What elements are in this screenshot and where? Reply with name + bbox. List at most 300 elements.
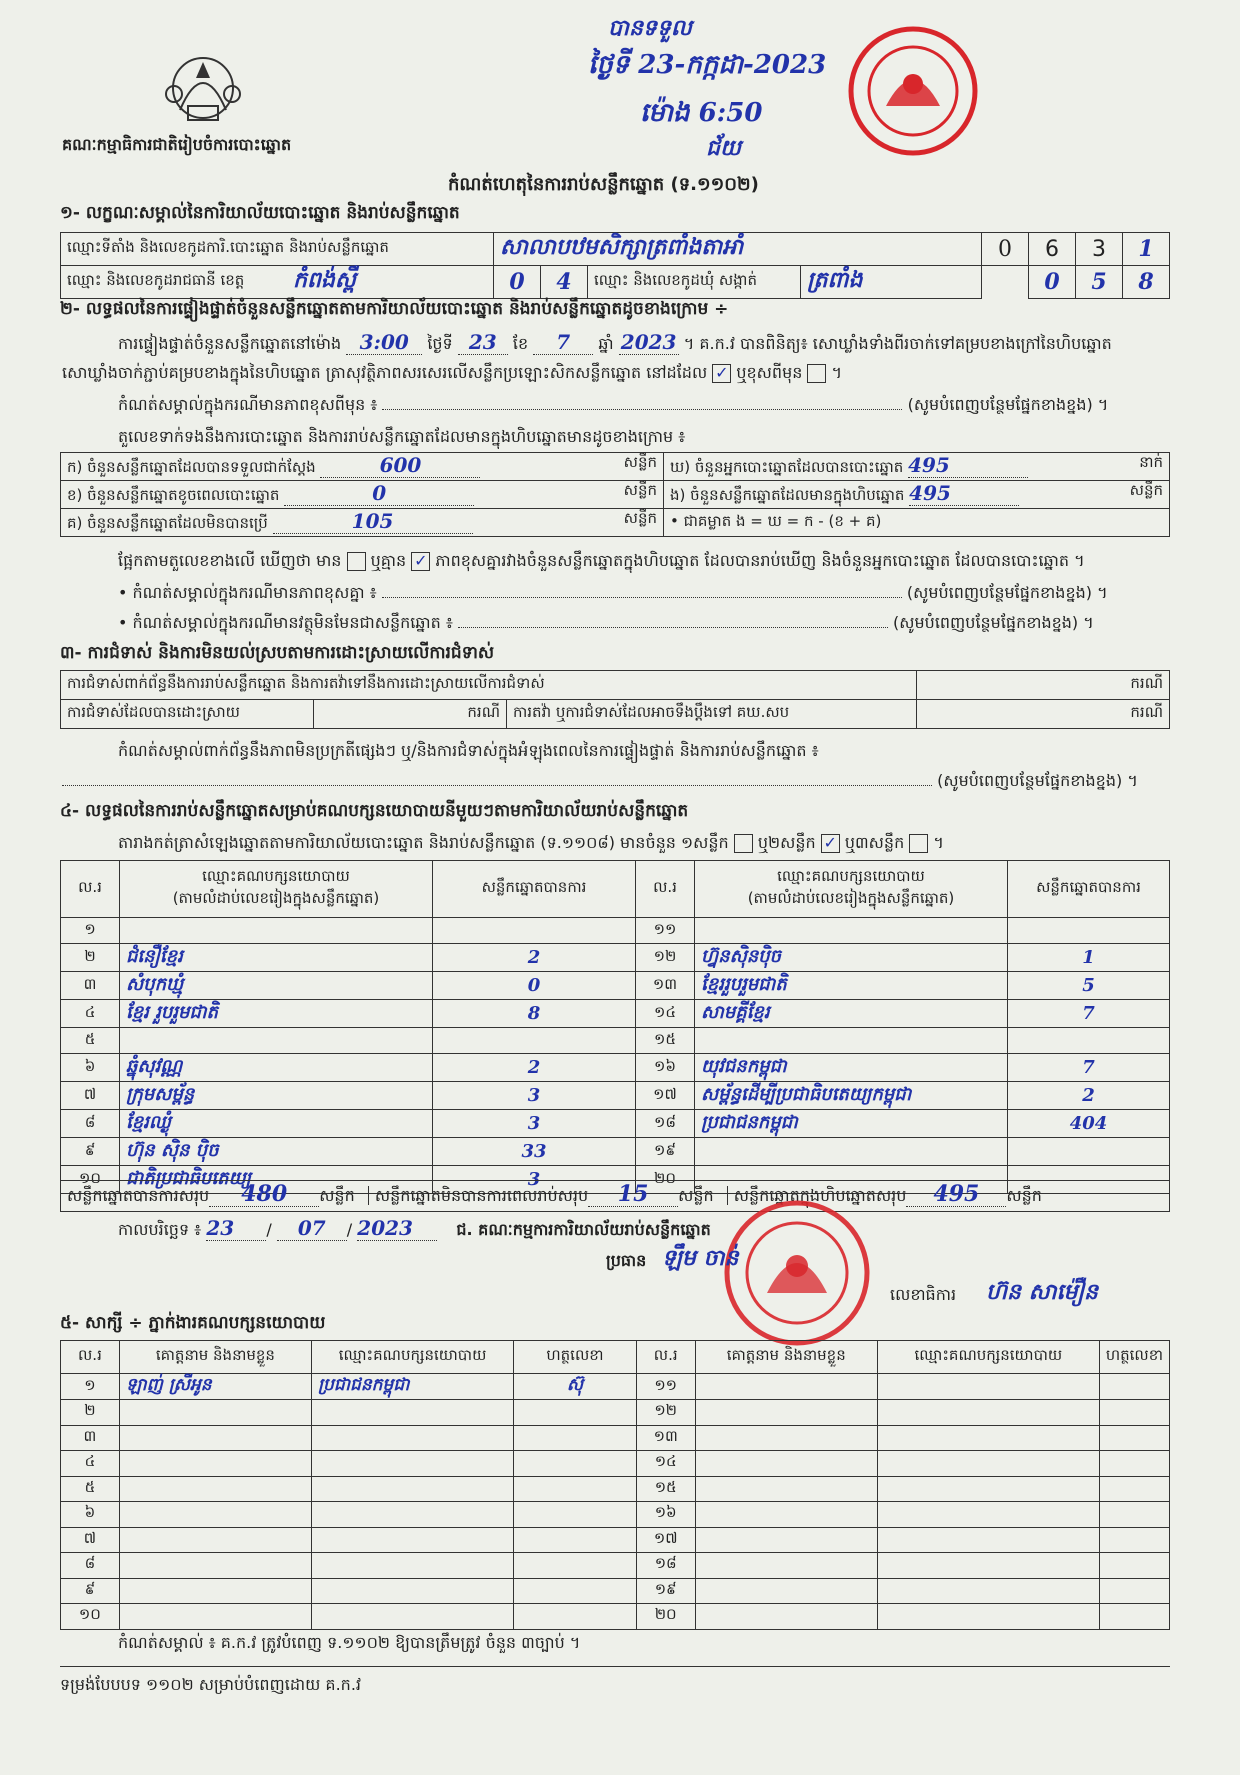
witness-party-2[interactable]	[877, 1604, 1099, 1630]
witness-name	[119, 1553, 311, 1579]
witness-name-2[interactable]	[695, 1451, 877, 1477]
secretary-signature: ហ៊ន សាម៉ឿន	[986, 1279, 1098, 1305]
witness-no-2: ១១	[636, 1374, 695, 1400]
witness-name-2[interactable]	[695, 1400, 877, 1426]
result-row	[61, 1054, 1170, 1082]
date-day: 23	[206, 1216, 266, 1241]
chair-label: ប្រធាន	[606, 1251, 647, 1270]
witness-sign-2[interactable]	[1099, 1502, 1169, 1528]
result-party-2: ខ្មែររួបរួមជាតិ	[695, 972, 1008, 1000]
witness-name: ឡាញ់ ស្រីអូន	[119, 1374, 311, 1400]
result-no-2: ១៥	[636, 1028, 695, 1054]
witness-party-2[interactable]	[877, 1553, 1099, 1579]
verify-line-1-rest: ។ គ.ក.វ បានពិនិត្យ៖ សោឃ្លាំងទាំងពីរចាក់ទៅគម្របខាងក្រៅនៃហិបឆ្នោត	[683, 334, 1112, 353]
province-value: កំពង់ស្ពឺ	[293, 267, 356, 293]
witness-no: ៥	[61, 1476, 120, 1502]
box-total-unit: សន្លឹក	[1006, 1186, 1042, 1205]
three-sheets-checkbox[interactable]	[909, 834, 928, 853]
result-no: ៤	[61, 1000, 120, 1028]
witness-party-2[interactable]	[877, 1374, 1099, 1400]
objection-row-2a: ការជំទាស់ដែលបានដោះស្រាយ	[61, 700, 314, 729]
witness-name-2[interactable]	[695, 1578, 877, 1604]
num-a-label: ក) ចំនួនសន្លឹកឆ្នោតដែលបានទទួលជាក់ស្តែង	[67, 458, 316, 476]
witness-sign	[514, 1604, 637, 1630]
result-row	[61, 1138, 1170, 1166]
result-votes-2	[1008, 918, 1170, 944]
witness-sign	[514, 1527, 637, 1553]
result-no-2: ២០	[636, 1166, 695, 1194]
witness-no: ១	[61, 1374, 120, 1400]
result-party: ឆ្នុំសុវណ្ណ	[120, 1054, 433, 1082]
witness-sign	[514, 1451, 637, 1477]
result-row	[61, 972, 1170, 1000]
num-b-value: 0	[284, 481, 474, 506]
based-label: ផ្អែកតាមតួលេខខាងលើ ឃើញថា មាន	[118, 551, 342, 570]
witness-no-2: ១២	[636, 1400, 695, 1426]
objection-table	[60, 670, 1170, 729]
result-party: សំបុកឃ្មុំ	[120, 972, 433, 1000]
result-votes: 33	[433, 1138, 636, 1166]
official-stamp-icon	[846, 24, 980, 158]
witness-table	[60, 1340, 1170, 1630]
result-party-2	[695, 1138, 1008, 1166]
result-votes-2: 404	[1008, 1110, 1170, 1138]
result-votes-2: 1	[1008, 944, 1170, 972]
commune-value: ត្រពាំង	[801, 266, 982, 299]
witness-sign	[514, 1400, 637, 1426]
result-no: ៦	[61, 1054, 120, 1082]
sheets-intro: តារាងកត់ត្រាសំឡេងឆ្នោតតាមការិយាល័យបោះឆ្នោត និងរាប់សន្លឹកឆ្នោត (ទ.១១០៨) មានចំនួន ១សន្លឹក	[118, 833, 729, 852]
office-value: សាលាបឋមសិក្សាត្រពាំងតាអាំ	[494, 233, 982, 266]
witness-sign-2[interactable]	[1099, 1425, 1169, 1451]
wit-col-name-2: គោត្តនាម និងនាមខ្លួន	[695, 1341, 877, 1374]
result-no: ១០	[61, 1166, 120, 1194]
wit-col-sign: ហត្ថលេខា	[514, 1341, 637, 1374]
verify-month-label: ខែ	[512, 334, 529, 353]
witness-party-2[interactable]	[877, 1425, 1099, 1451]
office-code-1: 0	[982, 233, 1029, 266]
num-d-label: ឃ) ចំនួនអ្នកបោះឆ្នោតដែលបានបោះឆ្នោត	[670, 458, 904, 476]
witness-party	[311, 1425, 513, 1451]
witness-party	[311, 1578, 513, 1604]
witness-sign-2[interactable]	[1099, 1578, 1169, 1604]
witness-party-2[interactable]	[877, 1527, 1099, 1553]
witness-no-2: ១៦	[636, 1502, 695, 1528]
section1-title: ១- លក្ខណៈសម្គាល់នៃការិយាល័យបោះឆ្នោត និងរាប់សន្លឹកឆ្នោត	[60, 203, 460, 223]
bullet-2-fill-note: (សូមបំពេញបន្ថែមផ្នែកខាងខ្នង) ។	[893, 613, 1094, 632]
verify-year-label: ឆ្នាំ	[598, 334, 614, 353]
witness-no-2: ១៣	[636, 1425, 695, 1451]
footer-divider	[60, 1666, 1170, 1667]
witness-sign	[514, 1553, 637, 1579]
result-votes: 2	[433, 944, 636, 972]
hw-signer: ជ័យ	[706, 135, 741, 161]
has-diff-checkbox[interactable]	[347, 552, 366, 571]
witness-row	[61, 1553, 1170, 1579]
result-no: ២	[61, 944, 120, 972]
diff-checkbox[interactable]	[807, 364, 826, 383]
result-no-2: ១១	[636, 918, 695, 944]
commune-code-1: 0	[1029, 266, 1076, 299]
witness-no: ៦	[61, 1502, 120, 1528]
witness-no-2: ២០	[636, 1604, 695, 1630]
result-no-2: ១៣	[636, 972, 695, 1000]
witness-row	[61, 1400, 1170, 1426]
bullet-1-line	[118, 582, 1108, 606]
witness-row	[61, 1425, 1170, 1451]
province-label-text: ឈ្មោះ និងលេខកូដរាជធានី ខេត្ត	[67, 271, 245, 289]
result-row	[61, 1110, 1170, 1138]
result-votes: 8	[433, 1000, 636, 1028]
numbers-table	[60, 452, 1170, 537]
witness-party-2[interactable]	[877, 1476, 1099, 1502]
result-row	[61, 918, 1170, 944]
witness-no: ៣	[61, 1425, 120, 1451]
witness-row	[61, 1527, 1170, 1553]
result-votes: 3	[433, 1082, 636, 1110]
col-votes: សន្លឹកឆ្នោតបានការ	[433, 861, 636, 918]
result-party-2: យុវជនកម្ពុជា	[695, 1054, 1008, 1082]
col-votes-2: សន្លឹកឆ្នោតបានការ	[1008, 861, 1170, 918]
witness-sign-2[interactable]	[1099, 1451, 1169, 1477]
result-party-2: ហ្វ៊ុនស៊ិនប៉ិច	[695, 944, 1008, 972]
bullet-2-line	[118, 612, 1094, 636]
objection-remark-line	[62, 770, 1138, 794]
wit-col-no: ល.រ	[61, 1341, 120, 1374]
numbers-intro: តួលេខទាក់ទងនឹងការបោះឆ្នោត និងការរាប់សន្លឹកឆ្នោតដែលមានក្នុងហិបឆ្នោតមានដូចខាងក្រោម ៖	[118, 427, 686, 446]
result-party-2	[695, 918, 1008, 944]
witness-sign-2[interactable]	[1099, 1374, 1169, 1400]
num-c-value: 105	[273, 509, 473, 534]
hw-date: ថ្ងៃទី 23-កក្កដា-2023	[588, 50, 827, 80]
witness-name-2[interactable]	[695, 1527, 877, 1553]
num-row-a	[61, 453, 664, 481]
result-row	[61, 1000, 1170, 1028]
date-label: កាលបរិច្ឆេទ ៖	[118, 1220, 202, 1239]
invalid-total-label: សន្លឹកឆ្នោតមិនបានការពេលរាប់សរុប	[368, 1186, 588, 1205]
witness-sign-2[interactable]	[1099, 1604, 1169, 1630]
office-code-4: 1	[1123, 233, 1170, 266]
witness-row	[61, 1604, 1170, 1630]
result-no: ១	[61, 918, 120, 944]
witness-name	[119, 1604, 311, 1630]
commune-label: ឈ្មោះ និងលេខកូដឃុំ សង្កាត់	[588, 266, 801, 299]
remark-dots	[382, 409, 902, 410]
result-votes	[433, 1028, 636, 1054]
section5-title: ៥- សាក្សី ÷ ភ្នាក់ងារគណបក្សនយោបាយ	[60, 1313, 326, 1333]
invalid-total: 15	[588, 1182, 678, 1207]
witness-no: ១០	[61, 1604, 120, 1630]
valid-total: 480	[209, 1182, 319, 1207]
box-total-label: សន្លឹកឆ្នោតក្នុងហិបឆ្នោតសរុប	[727, 1186, 907, 1205]
witness-no-2: ១៨	[636, 1553, 695, 1579]
witness-no: ៧	[61, 1527, 120, 1553]
col-party-2	[695, 861, 1008, 918]
result-no: ៧	[61, 1082, 120, 1110]
result-votes-2: 7	[1008, 1000, 1170, 1028]
result-no-2: ១៦	[636, 1054, 695, 1082]
two-sheets-label: ឬ២សន្លឹក	[757, 833, 816, 852]
result-votes: 3	[433, 1110, 636, 1138]
witness-party-2[interactable]	[877, 1451, 1099, 1477]
remark-line	[118, 394, 1108, 418]
result-party: ជាតិប្រជាធិបតេយ្យ	[120, 1166, 433, 1194]
num-d-value: 495	[908, 453, 1028, 478]
sheets-line: តារាងកត់ត្រាសំឡេងឆ្នោតតាមការិយាល័យបោះឆ្នោត និងរាប់សន្លឹកឆ្នោត (ទ.១១០៨) មានចំនួន ១សន្លឹក ឬ២សន្លឹក ✓ ឬ៣សន្លឹក ។	[118, 833, 944, 852]
witness-name-2[interactable]	[695, 1604, 877, 1630]
num-b-label: ខ) ចំនួនសន្លឹកឆ្នោតខូចពេលបោះឆ្នោត	[67, 486, 280, 504]
witness-name	[119, 1578, 311, 1604]
result-votes-2: 5	[1008, 972, 1170, 1000]
commune-code-3: 8	[1123, 266, 1170, 299]
witness-sign-2[interactable]	[1099, 1553, 1169, 1579]
num-a-unit: សន្លឹក	[623, 453, 657, 471]
office-code-3: 3	[1076, 233, 1123, 266]
bullet-1: • កំណត់សម្គាល់ក្នុងករណីមានភាពខុសគ្នា ៖	[118, 583, 377, 602]
result-votes-2	[1008, 1138, 1170, 1166]
witness-sign	[514, 1425, 637, 1451]
num-e-label: ង) ចំនួនសន្លឹកឆ្នោតដែលមានក្នុងហិបឆ្នោត	[670, 486, 905, 504]
witness-name-2[interactable]	[695, 1476, 877, 1502]
witness-name	[119, 1400, 311, 1426]
witness-name	[119, 1451, 311, 1477]
witness-party	[311, 1604, 513, 1630]
invalid-total-unit: សន្លឹក	[678, 1186, 714, 1205]
section2-title: ២- លទ្ធផលនៃការផ្ទៀងផ្ទាត់ចំនួនសន្លឹកឆ្នោតតាមការិយាល័យបោះឆ្នោត និងរាប់សន្លឹកឆ្នោតដូចខាងក្រោម ÷	[60, 299, 729, 319]
witness-row	[61, 1476, 1170, 1502]
wit-col-name: គោត្តនាម និងនាមខ្លួន	[119, 1341, 311, 1374]
result-no-2: ១៧	[636, 1082, 695, 1110]
result-no-2: ១២	[636, 944, 695, 972]
result-row	[61, 1028, 1170, 1054]
result-votes: 0	[433, 972, 636, 1000]
witness-sign: ស៊ុ	[514, 1374, 637, 1400]
result-no-2: ១៤	[636, 1000, 695, 1028]
bullet-2-dots	[458, 627, 888, 628]
result-no: ៣	[61, 972, 120, 1000]
result-party-2: សាមគ្គីខ្មែរ	[695, 1000, 1008, 1028]
witness-party	[311, 1400, 513, 1426]
num-e-value: 495	[909, 481, 1019, 506]
verify-day: 23	[458, 330, 508, 355]
col-party-2-sub: (តាមលំដាប់លេខរៀងក្នុងសន្លឹកឆ្នោត)	[747, 889, 955, 907]
wit-col-no-2: ល.រ	[636, 1341, 695, 1374]
result-party	[120, 1028, 433, 1054]
results-body	[61, 918, 1170, 1194]
bullet-2: • កំណត់សម្គាល់ក្នុងករណីមានវត្ថុមិនមែនជាសន្លឹកឆ្នោត ៖	[118, 613, 453, 632]
result-party-2: សម្ព័ន្ធដើម្បីប្រជាធិបតេយ្យកម្ពុជា	[695, 1082, 1008, 1110]
col-party	[120, 861, 433, 918]
witness-party: ប្រជាជនកម្ពុជា	[311, 1374, 513, 1400]
objection-dots	[62, 785, 932, 786]
objection-fill-note: (សូមបំពេញបន្ថែមផ្នែកខាងខ្នង) ។	[937, 771, 1138, 790]
witness-no-2: ១៤	[636, 1451, 695, 1477]
col-no: ល.រ	[61, 861, 120, 918]
result-no: ៥	[61, 1028, 120, 1054]
witness-party	[311, 1502, 513, 1528]
num-row-b	[61, 481, 664, 509]
num-c-unit: សន្លឹក	[623, 509, 657, 527]
verify-line-2-text: សោឃ្លាំងចាក់ភ្ជាប់គម្របខាងក្នុងនៃហិបឆ្នោត ត្រាសុវត្ថិភាពសរសេរលើសន្លឹកប្រឡោះសិកសន្លឹកឆ្នោត នៅដដែល	[62, 363, 708, 382]
footer-note: កំណត់សម្គាល់ ៖ គ.ក.វ ត្រូវបំពេញ ទ.១១០២ ឱ្យបានត្រឹមត្រូវ ចំនួន ៣ច្បាប់ ។	[118, 1633, 581, 1652]
valid-total-label: សន្លឹកឆ្នោតបានការសរុប	[67, 1186, 210, 1205]
num-c-label: គ) ចំនួនសន្លឹកឆ្នោតដែលមិនបានប្រើ	[67, 514, 268, 532]
footer-form-note: ទម្រង់បែបបទ ១១០២ សម្រាប់បំពេញដោយ គ.ក.វ	[60, 1675, 361, 1694]
verify-month: 7	[533, 330, 593, 355]
num-row-d	[664, 453, 1170, 481]
result-votes: 2	[433, 1054, 636, 1082]
objection-remark: កំណត់សម្គាល់ពាក់ព័ន្ធនឹងភាពមិនប្រក្រតីផ្សេងៗ ឬ/និងការជំទាស់ក្នុងអំឡុងពេលនៃការផ្ទៀងផ្ទាត់ និងការរាប់សន្លឹកឆ្នោត ៖	[118, 741, 819, 760]
result-party: ជំនឿខ្មែរ	[120, 944, 433, 972]
witness-name-2[interactable]	[695, 1553, 877, 1579]
office-sign-label: ជ. គណៈកម្មការការិយាល័យរាប់សន្លឹកឆ្នោត	[456, 1220, 711, 1239]
bullet-1-dots	[382, 597, 902, 598]
witness-party-2[interactable]	[877, 1400, 1099, 1426]
witness-name	[119, 1527, 311, 1553]
witness-sign	[514, 1502, 637, 1528]
witness-sign	[514, 1578, 637, 1604]
chair-signature: ឡឹម ចាន់	[662, 1245, 739, 1271]
no-diff-checkbox[interactable]: ✓	[411, 552, 430, 571]
blank-cell	[982, 266, 1029, 299]
result-votes-2: 7	[1008, 1054, 1170, 1082]
diff-label: ឬខុសពីមុន	[736, 363, 803, 382]
witness-name	[119, 1476, 311, 1502]
result-votes-2: 2	[1008, 1082, 1170, 1110]
result-no: ៨	[61, 1110, 120, 1138]
objection-case-3: ករណី	[917, 700, 1170, 729]
secretary-label: លេខាធិការ	[890, 1285, 957, 1304]
result-votes: 3	[433, 1166, 636, 1194]
witness-row	[61, 1374, 1170, 1400]
valid-total-unit: សន្លឹក	[319, 1186, 355, 1205]
result-party: ខ្មែរ រួបរួមជាតិ	[120, 1000, 433, 1028]
result-party: ហ៊ុន ស៊ិន ប៉ិច	[120, 1138, 433, 1166]
province-label	[61, 266, 494, 299]
based-rest: ភាពខុសគ្នារវាងចំនួនសន្លឹកឆ្នោតក្នុងហិបឆ្នោត ដែលបានរាប់ឃើញ និងចំនួនអ្នកបោះឆ្នោត ដែលបានបោះឆ្នោត ។	[435, 551, 1085, 570]
objection-case-1: ករណី	[917, 671, 1170, 700]
objection-row-2b: ការតវ៉ា ឬការជំទាស់ដែលអាចទឹងប្តឹងទៅ គឃ.សប	[507, 700, 917, 729]
col-party-title: ឈ្មោះគណបក្សនយោបាយ	[202, 867, 350, 885]
three-sheets-label: ឬ៣សន្លឹក	[844, 833, 905, 852]
num-formula: • ជាគម្លាត ង = ឃ = ក - (ខ + គ)	[664, 509, 1170, 537]
form-title: កំណត់ហេតុនៃការរាប់សន្លឹកឆ្នោត (ទ.១១០២)	[448, 174, 759, 195]
remark-fill-note: (សូមបំពេញបន្ថែមផ្នែកខាងខ្នង) ។	[907, 395, 1109, 414]
hw-time: ម៉ោង 6:50	[640, 98, 763, 128]
verify-time: 3:00	[346, 330, 422, 355]
result-votes-2	[1008, 1028, 1170, 1054]
box-total: 495	[906, 1182, 1006, 1207]
witness-party	[311, 1527, 513, 1553]
province-code-1: 0	[494, 266, 541, 299]
result-votes	[433, 918, 636, 944]
witness-sign-2[interactable]	[1099, 1400, 1169, 1426]
num-a-value: 600	[320, 453, 480, 478]
verify-time-label: ការផ្ទៀងផ្ទាត់ចំនួនសន្លឹកឆ្នោតនៅម៉ោង	[118, 334, 342, 353]
results-table	[60, 860, 1170, 1194]
section4-title: ៤- លទ្ធផលនៃការរាប់សន្លឹកឆ្នោតសម្រាប់គណបក្សនយោបាយនីមួយៗតាមការិយាល័យរាប់សន្លឹកឆ្នោត	[60, 801, 689, 821]
wit-col-sign-2: ហត្ថលេខា	[1099, 1341, 1169, 1374]
commune-code-2: 5	[1076, 266, 1123, 299]
witness-row	[61, 1502, 1170, 1528]
two-sheets-checkbox[interactable]: ✓	[821, 834, 840, 853]
witness-name-2[interactable]	[695, 1374, 877, 1400]
witness-no: ៤	[61, 1451, 120, 1477]
result-party: ក្រុមសម្ព័ន្ធ	[120, 1082, 433, 1110]
result-no-2: ១៨	[636, 1110, 695, 1138]
remark-label: កំណត់សម្គាល់ក្នុងករណីមានភាពខុសពីមុន ៖	[118, 395, 378, 414]
witness-party	[311, 1451, 513, 1477]
witness-name	[119, 1425, 311, 1451]
witness-no: ២	[61, 1400, 120, 1426]
num-b-unit: សន្លឹក	[623, 481, 657, 499]
verify-day-label: ថ្ងៃទី	[427, 334, 453, 353]
result-party-2	[695, 1028, 1008, 1054]
witness-name-2[interactable]	[695, 1425, 877, 1451]
witness-party	[311, 1553, 513, 1579]
num-row-e	[664, 481, 1170, 509]
office-info-table	[60, 232, 1170, 299]
result-party-2: ប្រជាជនកម្ពុជា	[695, 1110, 1008, 1138]
witness-name-2[interactable]	[695, 1502, 877, 1528]
verify-line-1	[118, 330, 1112, 357]
witness-party-2[interactable]	[877, 1578, 1099, 1604]
verify-line-2: សោឃ្លាំងចាក់ភ្ជាប់គម្របខាងក្នុងនៃហិបឆ្នោត ត្រាសុវត្ថិភាពសរសេរលើសន្លឹកប្រឡោះសិកសន្លឹកឆ្នោត នៅដដែល ✓ ឬខុសពីមុន ។	[62, 363, 843, 382]
witness-no-2: ១៥	[636, 1476, 695, 1502]
nec-emblem-icon	[160, 48, 246, 128]
witness-row	[61, 1578, 1170, 1604]
section3-title: ៣- ការជំទាស់ និងការមិនយល់ស្របតាមការដោះស្រាយលើការជំទាស់	[60, 643, 495, 663]
office-stamp-icon	[722, 1198, 872, 1348]
wit-col-party: ឈ្មោះគណបក្សនយោបាយ	[311, 1341, 513, 1374]
date-line: កាលបរិច្ឆេទ ៖ 23 / 07 / 2023 ជ. គណៈកម្មការការិយាល័យរាប់សន្លឹកឆ្នោត	[118, 1216, 711, 1240]
col-party-2-title: ឈ្មោះគណបក្សនយោបាយ	[777, 867, 925, 885]
num-e-unit: សន្លឹក	[1129, 481, 1163, 499]
committee-name: គណៈកម្មាធិការជាតិរៀបចំការបោះឆ្នោត	[62, 135, 292, 154]
result-row	[61, 944, 1170, 972]
result-party	[120, 918, 433, 944]
witness-sign-2[interactable]	[1099, 1527, 1169, 1553]
col-party-sub: (តាមលំដាប់លេខរៀងក្នុងសន្លឹកឆ្នោត)	[172, 889, 380, 907]
same-checkbox[interactable]: ✓	[712, 364, 731, 383]
date-year: 2023	[357, 1216, 437, 1241]
witness-sign	[514, 1476, 637, 1502]
witness-party-2[interactable]	[877, 1502, 1099, 1528]
office-code-2: 6	[1029, 233, 1076, 266]
witness-sign-2[interactable]	[1099, 1476, 1169, 1502]
witness-row	[61, 1451, 1170, 1477]
hw-received: បានទទួល	[608, 15, 692, 41]
wit-col-party-2: ឈ្មោះគណបក្សនយោបាយ	[877, 1341, 1099, 1374]
one-sheet-checkbox[interactable]	[734, 834, 753, 853]
verify-year: 2023	[619, 330, 679, 355]
witness-no: ៩	[61, 1578, 120, 1604]
based-line	[118, 550, 1085, 574]
result-party: ខ្មែរឈ្ងុំ	[120, 1110, 433, 1138]
witness-name	[119, 1502, 311, 1528]
witness-no: ៨	[61, 1553, 120, 1579]
result-row	[61, 1082, 1170, 1110]
witness-body	[61, 1374, 1170, 1630]
office-label: ឈ្មោះទីតាំង និងលេខកូដការិ.បោះឆ្នោត និងរាប់សន្លឹកឆ្នោត	[61, 233, 494, 266]
result-no-2: ១៩	[636, 1138, 695, 1166]
objection-case-2: ករណី	[314, 700, 507, 729]
num-row-c	[61, 509, 664, 537]
result-no: ៩	[61, 1138, 120, 1166]
num-d-unit: នាក់	[1139, 453, 1163, 471]
witness-party	[311, 1476, 513, 1502]
bullet-1-fill-note: (សូមបំពេញបន្ថែមផ្នែកខាងខ្នង) ។	[906, 583, 1108, 602]
